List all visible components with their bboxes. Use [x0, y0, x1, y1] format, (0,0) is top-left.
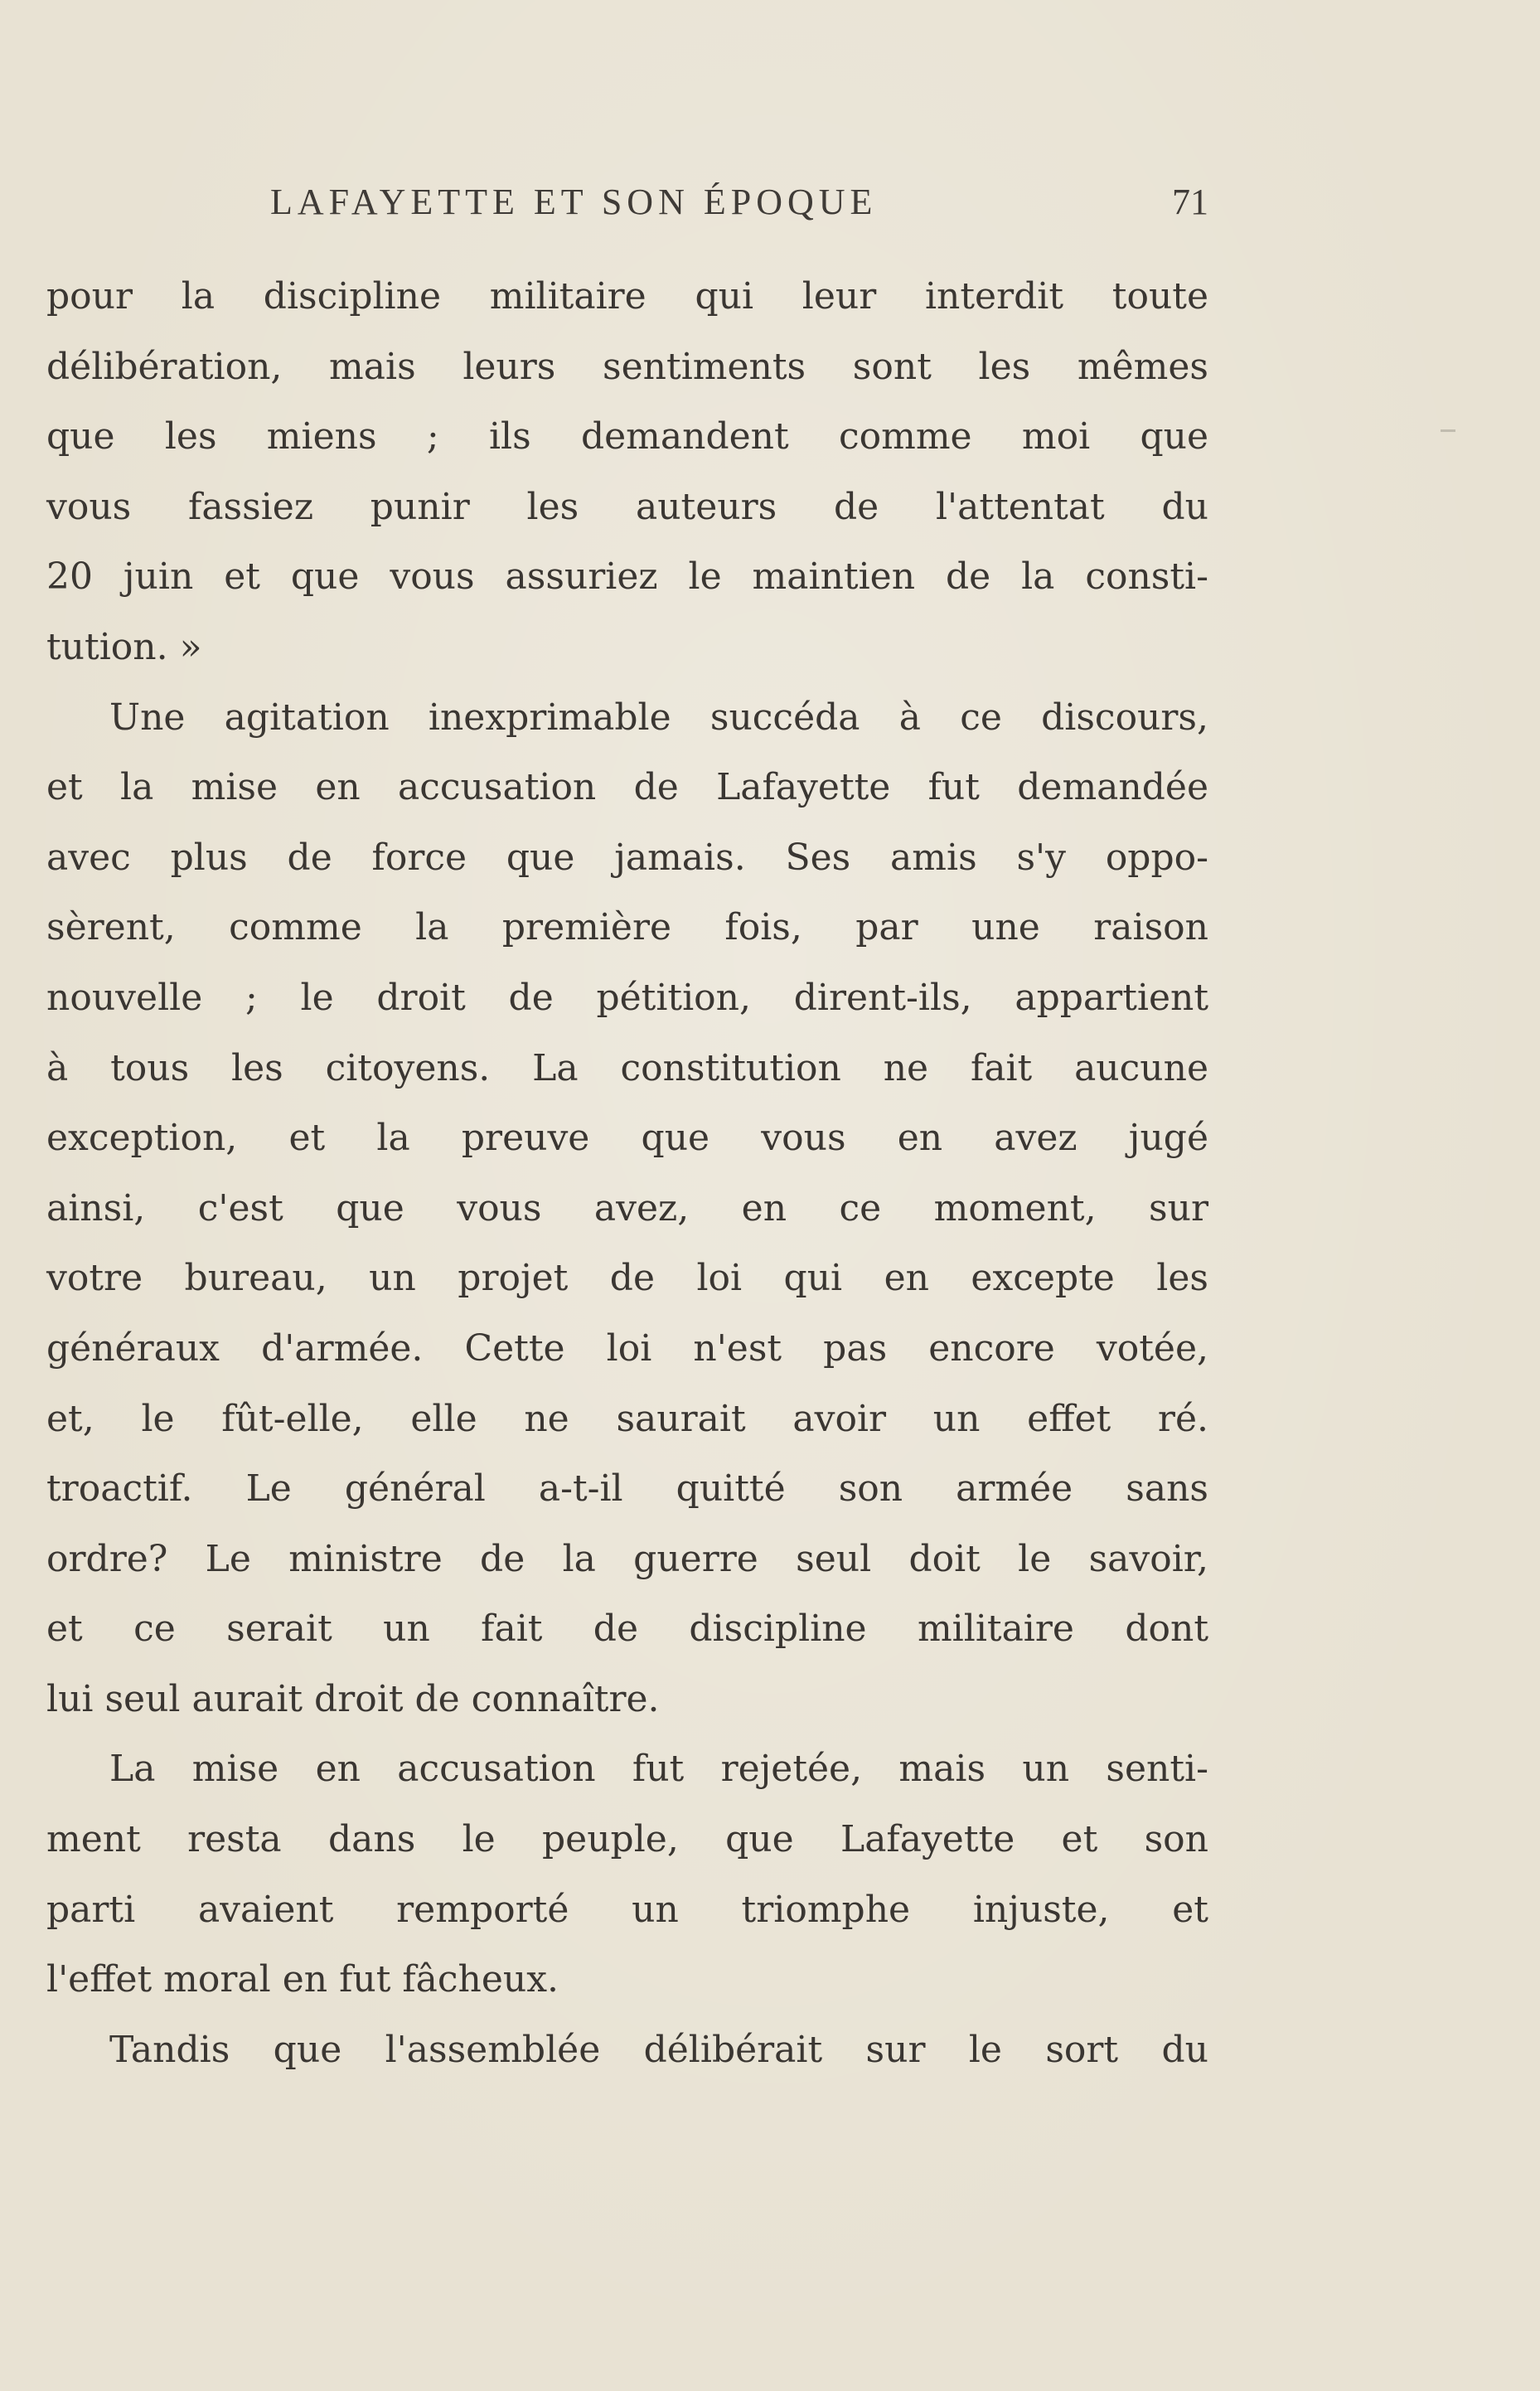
- paragraph: [46, 2015, 1208, 2086]
- text-line: que les miens ; ils demandent comme moi que: [46, 415, 1208, 458]
- text-line: et la mise en accusation de Lafayette fut demandée: [46, 766, 1208, 809]
- text-line: ainsi, c'est que vous avez, en ce moment, sur: [46, 1186, 1208, 1229]
- text-line: avec plus de force que jamais. Ses amis s'y oppo-: [46, 836, 1208, 879]
- text-line: généraux d'armée. Cette loi n'est pas encore votée,: [46, 1326, 1208, 1370]
- text-line: et ce serait un fait de discipline militaire dont: [46, 1608, 1208, 1651]
- text-line: votre bureau, un projet de loi qui en excepte les: [46, 1257, 1208, 1300]
- page-header: [46, 181, 1208, 230]
- paragraph: [46, 262, 1208, 683]
- text-line: à tous les citoyens. La constitution ne fait aucune: [46, 1046, 1208, 1089]
- text-line: 20 juin et que vous assuriez le maintien de la consti-: [46, 555, 1208, 599]
- page-number: 71: [1172, 182, 1208, 222]
- text-line: tution. »: [46, 625, 202, 668]
- paragraph: [46, 683, 1208, 1735]
- body-text: [46, 262, 1208, 2085]
- text-line: troactif. Le général a-t-il quitté son armée sans: [46, 1467, 1208, 1511]
- text-line: exception, et la preuve que vous en avez jugé: [46, 1117, 1208, 1160]
- text-line: nouvelle ; le droit de pétition, dirent-ils, appartient: [46, 976, 1208, 1019]
- text-line: sèrent, comme la première fois, par une raison: [46, 906, 1208, 949]
- text-line: parti avaient remporté un triomphe injuste, et: [46, 1888, 1208, 1931]
- text-line: ment resta dans le peuple, que Lafayette et son: [46, 1818, 1208, 1861]
- text-line: ordre? Le ministre de la guerre seul doit le savoir,: [46, 1537, 1208, 1580]
- text-line: lui seul aurait droit de connaître.: [46, 1677, 660, 1720]
- text-line: vous fassiez punir les auteurs de l'attentat du: [46, 485, 1208, 528]
- text-line: Une agitation inexprimable succéda à ce discours,: [109, 696, 1208, 739]
- text-line: Tandis que l'assemblée délibérait sur le sort du: [109, 2028, 1208, 2071]
- running-title: LAFAYETTE ET SON ÉPOQUE: [270, 182, 878, 222]
- paragraph: [46, 1734, 1208, 2015]
- margin-mark: [1441, 429, 1455, 432]
- text-line: l'effet moral en fut fâcheux.: [46, 1958, 559, 2001]
- text-line: et, le fût-elle, elle ne saurait avoir un effet ré.: [46, 1397, 1208, 1440]
- text-line: pour la discipline militaire qui leur interdit toute: [46, 275, 1208, 318]
- text-line: La mise en accusation fut rejetée, mais un senti-: [109, 1748, 1208, 1791]
- text-line: délibération, mais leurs sentiments sont les mêmes: [46, 345, 1208, 388]
